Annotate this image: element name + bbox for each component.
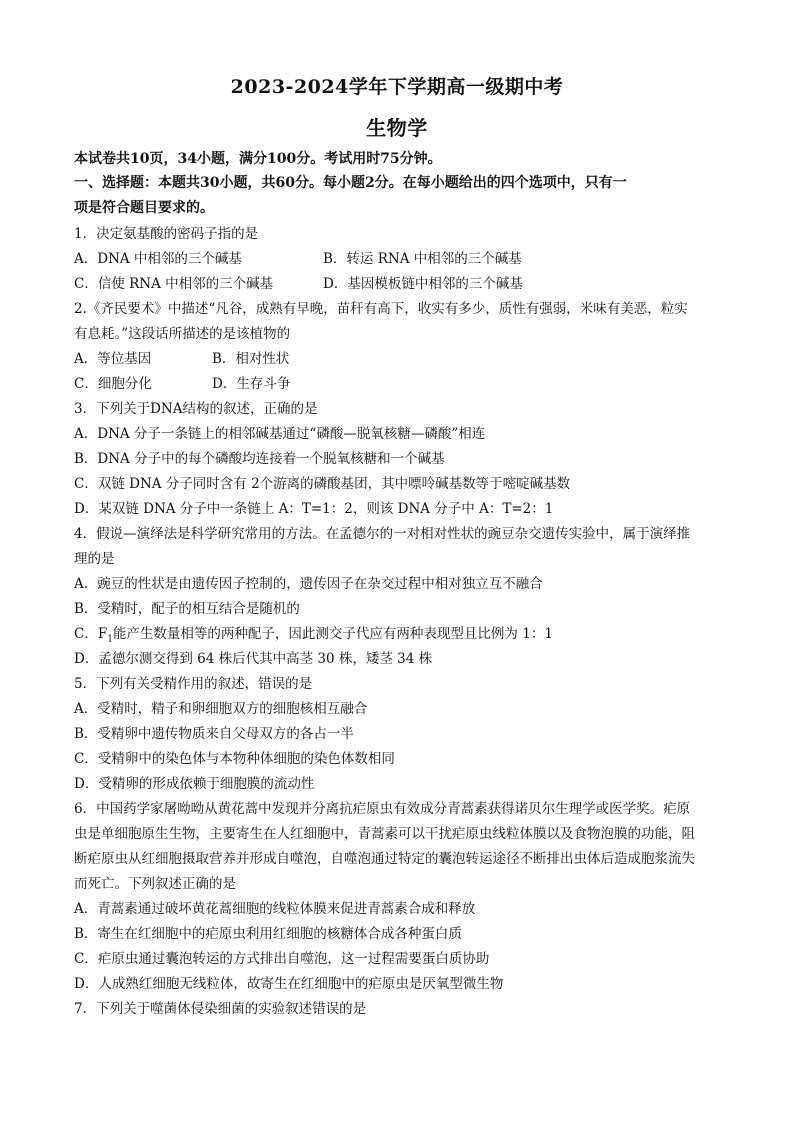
q2-option-c: C．细胞分化 [74,376,152,392]
q3-option-c: C．双链 DNA 分子同时含有 2个游离的磷酸基团，其中嘌呤碱基数等于嘧啶碱基数 [74,476,571,492]
q5-option-d: D．受精卵的形成依赖于细胞膜的流动性 [74,776,315,792]
section-heading-line2: 项是符合题目要求的。 [74,200,214,216]
q3-option-d: D．某双链 DNA 分子中一条链上 A：T=1：2，则该 DNA 分子中 A：T=2：1 [74,501,554,517]
q6-stem-line3: 断疟原虫从红细胞摄取营养并形成自噬泡，自噬泡通过特定的囊泡转运途径不断排出虫体后造成胞浆流失 [74,851,695,867]
q2-option-a: A．等位基因 [74,351,152,367]
q2-stem-line2: 有息耗。”这段话所描述的是该植物的 [74,326,291,342]
q5-stem: 5．下列有关受精作用的叙述，错误的是 [74,676,313,692]
q1-option-b: B．转运 RNA 中相邻的三个碱基 [323,251,522,267]
q1-option-c: C．信使 RNA 中相邻的三个碱基 [74,276,274,292]
q4-option-b: B．受精时，配子的相互结合是随机的 [74,601,300,617]
q7-stem: 7．下列关于噬菌体侵染细菌的实验叙述错误的是 [74,1001,367,1017]
q4-option-c-prefix: C．F [74,626,108,642]
q2-option-b: B．相对性状 [212,351,290,367]
q4-option-d: D．孟德尔测交得到 64 株后代其中高茎 30 株，矮茎 34 株 [74,651,433,667]
q4-option-c-subscript: 1 [107,634,113,645]
q4-option-c-text: 能产生数量相等的两种配子，因此测交子代应有两种表现型且比例为 1：1 [112,626,553,642]
q5-option-a: A．受精时，精子和卵细胞双方的细胞核相互融合 [74,701,368,717]
q2-stem-line1: 2.《齐民要术》中描述“凡谷，成熟有早晚，苗秆有高下，收实有多少，质性有强弱，米味有美恶，粒实 [74,301,688,317]
q4-option-c [74,622,553,645]
section-heading-line1: 一、选择题：本题共30小题，共60分。每小题2分。在每小题给出的四个选项中，只有一 [74,175,627,191]
q5-option-c: C．受精卵中的染色体与本物种体细胞的染色体数相同 [74,751,395,767]
q6-option-c: C．疟原虫通过囊泡转运的方式排出自噬泡，这一过程需要蛋白质协助 [74,951,490,967]
q6-option-d: D．人成熟红细胞无线粒体，故寄生在红细胞中的疟原虫是厌氧型微生物 [74,976,504,992]
q6-stem-line1: 6．中国药学家屠呦呦从黄花蒿中发现并分离抗疟原虫有效成分青蒿素获得诺贝尔生理学或医学奖。疟原 [74,801,691,817]
q3-stem: 3．下列关于DNA结构的叙述，正确的是 [74,401,318,417]
q6-option-b: B．寄生在红细胞中的疟原虫利用红细胞的核糖体合成各种蛋白质 [74,926,462,942]
q4-option-a: A．豌豆的性状是由遗传因子控制的，遗传因子在杂交过程中相对独立互不融合 [74,576,543,592]
q1-option-d: D．基因模板链中相邻的三个碱基 [323,276,523,292]
q3-option-a: A．DNA 分子一条链上的相邻碱基通过“磷酸—脱氧核糖—磷酸”相连 [74,426,486,442]
q4-stem-line1: 4．假说—演绎法是科学研究常用的方法。在孟德尔的一对相对性状的豌豆杂交遗传实验中，属于演绎推 [74,526,691,542]
q6-stem-line4: 而死亡。下列叙述正确的是 [74,876,236,892]
q6-stem-line2: 虫是单细胞原生生物，主要寄生在人红细胞中，青蒿素可以干扰疟原虫线粒体膜以及食物泡膜的功能，阻 [74,826,695,842]
exam-intro: 本试卷共10页，34小题，满分100分。考试用时75分钟。 [74,151,442,167]
q2-option-d: D．生存斗争 [212,376,291,392]
q4-stem-line2: 理的是 [74,551,115,567]
q6-option-a: A．青蒿素通过破坏黄花蒿细胞的线粒体膜来促进青蒿素合成和释放 [74,901,476,917]
q5-option-b: B．受精卵中遗传物质来自父母双方的各占一半 [74,726,354,742]
q1-stem: 1．决定氨基酸的密码子指的是 [74,226,259,242]
exam-title: 2023-2024学年下学期高一级期中考 [230,76,564,98]
q3-option-b: B．DNA 分子中的每个磷酸均连接着一个脱氧核糖和一个碱基 [74,451,445,467]
subject-title: 生物学 [366,116,428,140]
q1-option-a: A．DNA 中相邻的三个碱基 [74,251,242,267]
